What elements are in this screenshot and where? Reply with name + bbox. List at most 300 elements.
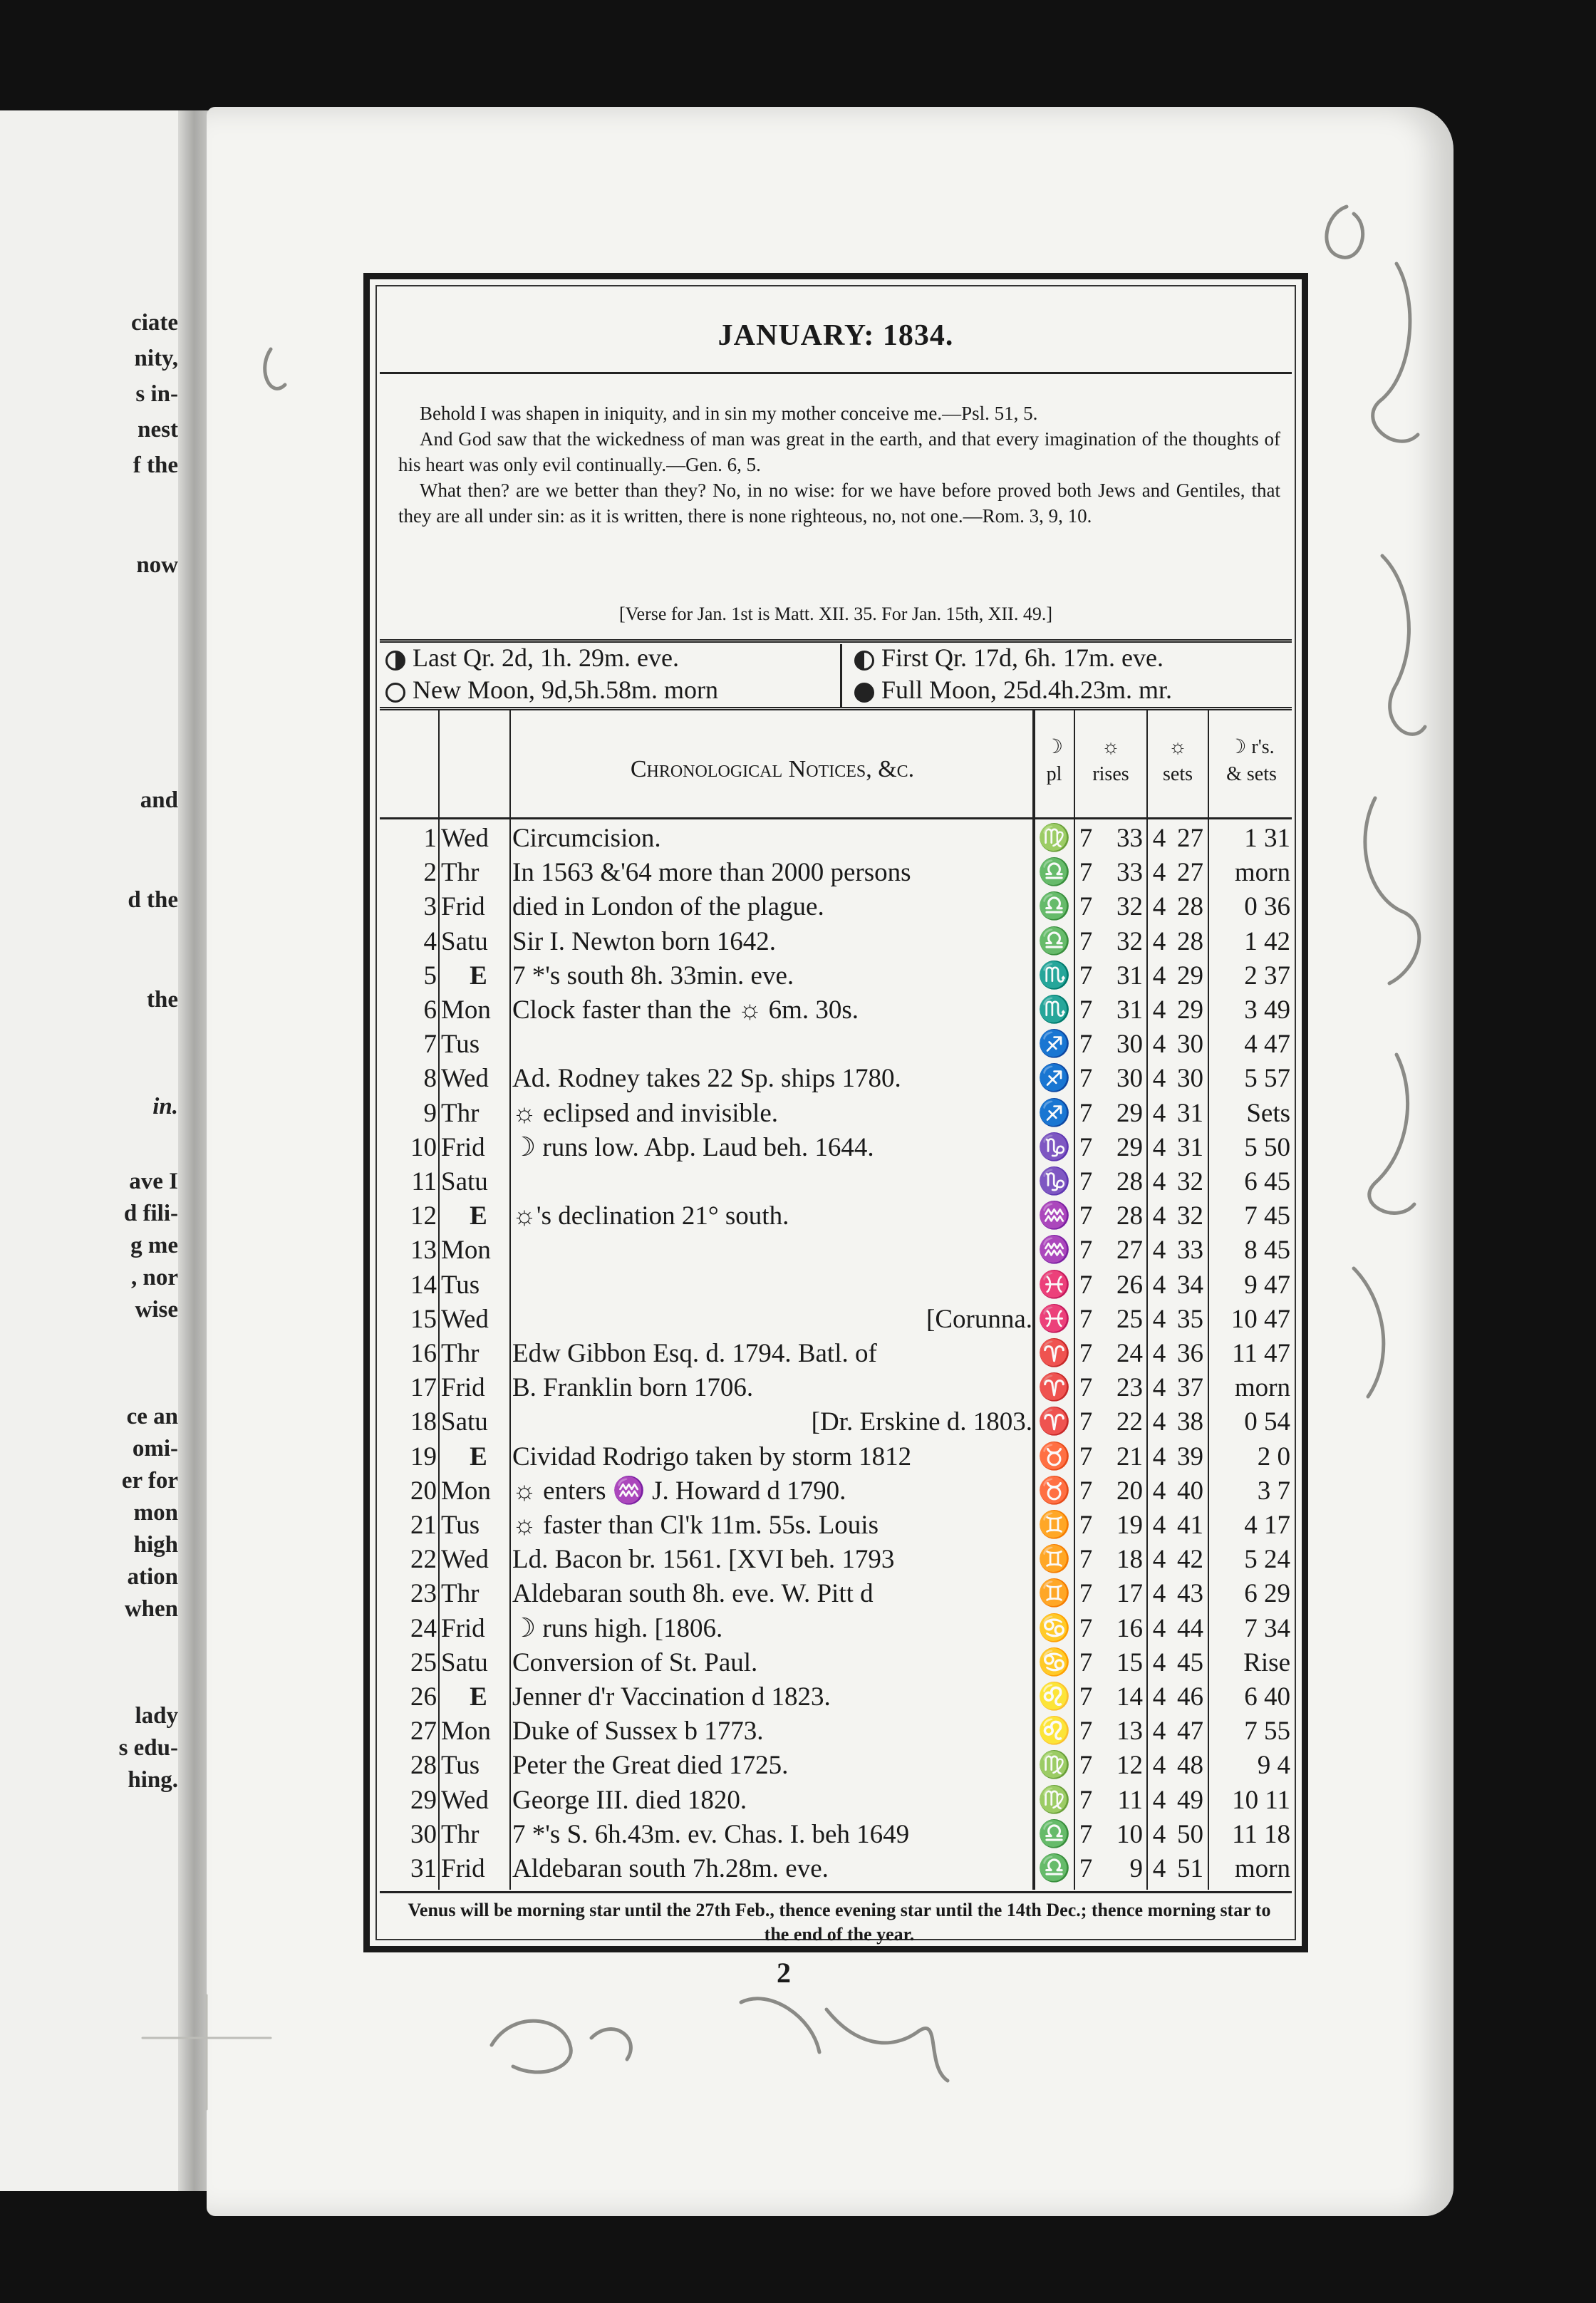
weekday: Mon [441,1236,491,1266]
sun-rise-hour: 7 [1079,1167,1093,1196]
sun-set-minute: 30 [1177,1030,1203,1060]
chronological-notice: Cividad Rodrigo taken by storm 1812 [512,1442,912,1471]
sun-rise-minute: 16 [1116,1613,1143,1643]
sun-set-hour: 4 [1152,961,1166,990]
sun-rise-minute: 28 [1116,1167,1143,1196]
sun-rise-hour: 7 [1079,1717,1093,1746]
left-page-text-fragment: nest [138,417,178,443]
chronological-notice: In 1563 &'64 more than 2000 persons [512,858,911,888]
sun-set-hour: 4 [1152,892,1166,922]
left-page-text-fragment: er for [121,1468,178,1494]
day-number: 15 [410,1304,437,1334]
left-page-text-fragment: ce an [126,1404,178,1429]
header-sun-sets: ☼ sets [1149,721,1207,817]
sun-rise-minute: 30 [1116,1064,1143,1094]
sun-set-minute: 27 [1177,824,1203,853]
moon-rise-set: Sets [1246,1098,1290,1128]
sun-rise-hour: 7 [1079,1373,1093,1403]
sun-rise-minute: 31 [1116,961,1143,990]
moon-rise-set: 7 45 [1244,1201,1290,1231]
table-row [370,1613,1296,1645]
moon-sign: ♊ [1037,1579,1071,1609]
moon-sign: ♓ [1037,1270,1071,1300]
weekday: Frid [441,1132,485,1162]
moon-sign: ♐ [1037,1030,1071,1060]
sun-rise-minute: 32 [1116,892,1143,922]
sun-set-minute: 42 [1177,1545,1203,1575]
sun-rise-minute: 30 [1116,1030,1143,1060]
moon-sign: ♏ [1037,961,1071,990]
moon-sign: ♏ [1037,995,1071,1025]
sun-set-minute: 32 [1177,1201,1203,1231]
weekday: Wed [441,1785,489,1815]
moon-sign: ♐ [1037,1098,1071,1128]
left-page-text-fragment: s in- [135,381,178,407]
sun-rise-hour: 7 [1079,824,1093,853]
sun-rise-minute: 17 [1116,1579,1143,1609]
sun-rise-minute: 10 [1116,1819,1143,1849]
table-row [370,1028,1296,1061]
day-number: 22 [410,1545,437,1575]
left-page-text-fragment: in. [152,1094,178,1119]
moon-rise-set: 3 49 [1244,995,1290,1025]
table-row [370,1303,1296,1336]
moon-rise-set: 10 47 [1230,1304,1290,1334]
sun-set-minute: 43 [1177,1579,1203,1609]
sun-rise-hour: 7 [1079,1785,1093,1815]
moon-sign: ♊ [1037,1511,1071,1540]
left-page-text-fragment: and [140,787,178,813]
sun-set-minute: 28 [1177,926,1203,956]
day-number: 30 [410,1819,437,1849]
sun-rise-minute: 32 [1116,926,1143,956]
table-row [370,1543,1296,1576]
sun-set-minute: 48 [1177,1751,1203,1781]
day-number: 27 [410,1717,437,1746]
sun-rise-hour: 7 [1079,1476,1093,1506]
weekday: Frid [441,1373,485,1403]
moon-sign: ♐ [1037,1064,1071,1094]
table-row [370,1337,1296,1370]
day-number: 19 [410,1442,437,1471]
moon-sign: ♎ [1037,926,1071,956]
sun-set-minute: 49 [1177,1785,1203,1815]
table-row [370,1475,1296,1508]
first-quarter-moon-icon [854,651,874,671]
scripture-verse: What then? are we better than they? No, in no wise: for we have before proved both Jews and Gentiles, that they are all under sin: as it is written, there is none righteous, no, not one.—Rom. 3, 9, 10. [398,480,1280,527]
sun-rise-hour: 7 [1079,1201,1093,1231]
sun-rise-minute: 22 [1116,1407,1143,1437]
sun-set-hour: 4 [1152,1236,1166,1266]
sun-rise-hour: 7 [1079,1545,1093,1575]
header-moon-rises-sets: ☽ r's. & sets [1226,736,1277,785]
sun-rise-minute: 19 [1116,1511,1143,1540]
weekday: Tus [441,1511,480,1540]
chronological-notice: Jenner d'r Vaccination d 1823. [512,1682,831,1712]
moon-rise-set: 6 29 [1244,1579,1290,1609]
table-row [370,822,1296,855]
sun-set-hour: 4 [1152,1511,1166,1540]
table-row [370,1097,1296,1130]
table-row [370,994,1296,1027]
sun-rise-hour: 7 [1079,1682,1093,1712]
moon-rise-set: 10 11 [1232,1785,1290,1815]
sun-rise-hour: 7 [1079,1304,1093,1334]
scripture-verse: Behold I was shapen in iniquity, and in sin my mother conceive me.—Psl. 51, 5. [420,403,1038,424]
sun-rise-minute: 18 [1116,1545,1143,1575]
day-number: 24 [410,1613,437,1643]
chronological-notice: Clock faster than the ☼ 6m. 30s. [512,995,859,1025]
sun-set-minute: 47 [1177,1717,1203,1746]
left-page-text-fragment: when [124,1596,178,1622]
sun-rise-hour: 7 [1079,926,1093,956]
sun-set-minute: 45 [1177,1647,1203,1677]
full-moon-icon [854,683,874,703]
sun-rise-hour: 7 [1079,892,1093,922]
header-moon-place: ☽ pl [1035,721,1074,817]
day-number: 25 [410,1647,437,1677]
moon-phase-first-quarter: First Qr. 17d, 6h. 17m. eve. [854,643,1164,673]
moon-sign: ♍ [1037,1785,1071,1815]
moon-rise-set: 9 4 [1257,1751,1290,1781]
sun-set-minute: 28 [1177,892,1203,922]
sun-rise-hour: 7 [1079,1270,1093,1300]
day-number: 29 [410,1785,437,1815]
moon-sign: ♓ [1037,1304,1071,1334]
sun-set-hour: 4 [1152,1476,1166,1506]
moon-rise-set: 9 47 [1244,1270,1290,1300]
sun-set-hour: 4 [1152,1717,1166,1746]
moon-rise-set: 1 31 [1244,824,1290,853]
day-number: 28 [410,1751,437,1781]
moon-rise-set: 0 54 [1244,1407,1290,1437]
weekday: E [470,961,487,990]
moon-sign: ♑ [1037,1132,1071,1162]
moon-sign: ♎ [1037,1854,1071,1883]
sun-rise-hour: 7 [1079,1339,1093,1368]
day-number: 18 [410,1407,437,1437]
weekday: Satu [441,1647,488,1677]
sun-set-minute: 35 [1177,1304,1203,1334]
sun-rise-hour: 7 [1079,1236,1093,1266]
moon-sign: ♌ [1037,1682,1071,1712]
left-page-text-fragment: d fili- [123,1201,178,1226]
moon-sign: ♑ [1037,1167,1071,1196]
sun-set-minute: 36 [1177,1339,1203,1368]
sun-set-minute: 51 [1177,1854,1203,1883]
table-row [370,1406,1296,1439]
sun-set-minute: 40 [1177,1476,1203,1506]
sun-rise-minute: 29 [1116,1132,1143,1162]
moon-sign: ♉ [1037,1476,1071,1506]
sun-rise-hour: 7 [1079,1511,1093,1540]
moon-rise-set: 6 45 [1244,1167,1290,1196]
table-row [370,1715,1296,1748]
sun-set-hour: 4 [1152,1407,1166,1437]
chronological-notice: Conversion of St. Paul. [512,1647,758,1677]
weekday: Tus [441,1030,480,1060]
left-page-text-fragment: d the [128,887,178,913]
sun-set-minute: 29 [1177,961,1203,990]
day-number: 1 [423,824,437,853]
moon-rise-set: 4 47 [1244,1030,1290,1060]
left-page-text-fragment: f the [133,452,178,478]
weekday: Thr [441,1579,480,1609]
weekday: Tus [441,1751,480,1781]
table-row [370,1681,1296,1714]
sun-set-minute: 31 [1177,1132,1203,1162]
chronological-notice: Peter the Great died 1725. [512,1751,789,1781]
day-number: 7 [423,1030,437,1060]
sun-set-hour: 4 [1152,995,1166,1025]
moon-rise-set: morn [1234,1854,1290,1883]
left-page-text-fragment: lady [135,1703,178,1729]
moon-sign: ♎ [1037,892,1071,922]
sun-set-minute: 34 [1177,1270,1203,1300]
scripture-verse: And God saw that the wickedness of man was great in the earth, and that every imagination of the thoughts of his heart was only evil continually.—Gen. 6, 5. [398,428,1280,475]
weekday: Satu [441,1407,488,1437]
sun-set-hour: 4 [1152,1751,1166,1781]
day-number: 20 [410,1476,437,1506]
weekday: Mon [441,995,491,1025]
sun-set-hour: 4 [1152,1442,1166,1471]
weekday: Thr [441,858,480,888]
sun-set-hour: 4 [1152,858,1166,888]
left-page-text-fragment: ation [127,1564,178,1590]
sun-set-hour: 4 [1152,1098,1166,1128]
sun-rise-hour: 7 [1079,1407,1093,1437]
sun-set-minute: 30 [1177,1064,1203,1094]
day-number: 16 [410,1339,437,1368]
table-row [370,926,1296,958]
moon-rise-set: morn [1234,1373,1290,1403]
sun-set-hour: 4 [1152,1579,1166,1609]
chronological-notice: 7 *'s S. 6h.43m. ev. Chas. I. beh 1649 [512,1819,910,1849]
sun-set-hour: 4 [1152,1201,1166,1231]
moon-rise-set: 1 42 [1244,926,1290,956]
sun-set-minute: 39 [1177,1442,1203,1471]
sun-set-hour: 4 [1152,1545,1166,1575]
moon-rise-set: 11 18 [1232,1819,1290,1849]
moon-sign: ♈ [1037,1373,1071,1403]
moon-sign: ♍ [1037,824,1071,853]
day-number: 26 [410,1682,437,1712]
table-row [370,1132,1296,1164]
moon-sign: ♋ [1037,1613,1071,1643]
sun-set-hour: 4 [1152,1613,1166,1643]
table-row [370,1269,1296,1302]
chronological-notice: died in London of the plague. [512,892,824,922]
day-number: 12 [410,1201,437,1231]
day-number: 31 [410,1854,437,1883]
weekday: Wed [441,1545,489,1575]
venus-note: Venus will be morning star until the 27th Feb., thence evening star until the 14th Dec.; thence morning star to the end of the year. [408,1900,1271,1945]
sun-rise-minute: 33 [1116,858,1143,888]
day-number: 11 [411,1167,437,1196]
moon-phase-last-quarter: Last Qr. 2d, 1h. 29m. eve. [385,643,679,673]
weekday: Thr [441,1819,480,1849]
chronological-notice: [Dr. Erskine d. 1803. [811,1407,1032,1437]
moon-rise-set: 3 7 [1257,1476,1290,1506]
moon-rise-set: 2 37 [1244,961,1290,990]
sun-set-minute: 44 [1177,1613,1203,1643]
moon-sign: ♌ [1037,1717,1071,1746]
day-number: 6 [423,995,437,1025]
chronological-notice: Ad. Rodney takes 22 Sp. ships 1780. [512,1064,901,1094]
chronological-notice: George III. died 1820. [512,1785,747,1815]
sun-set-hour: 4 [1152,1819,1166,1849]
sun-rise-hour: 7 [1079,1064,1093,1094]
sun-set-hour: 4 [1152,1854,1166,1883]
left-page-text-fragment: the [147,987,178,1013]
day-number: 10 [410,1132,437,1162]
chronological-notice: Edw Gibbon Esq. d. 1794. Batl. of [512,1339,877,1368]
moon-sign: ♈ [1037,1339,1071,1368]
weekday: E [470,1442,487,1471]
table-row [370,1372,1296,1404]
chronological-notice: 7 *'s south 8h. 33min. eve. [512,961,794,990]
sun-rise-minute: 27 [1116,1236,1143,1266]
weekday: Tus [441,1270,480,1300]
moon-rise-set: 4 17 [1244,1511,1290,1540]
left-page-text-fragment: high [133,1532,178,1558]
moon-sign: ♒ [1037,1236,1071,1266]
chronological-notice: ☼'s declination 21° south. [512,1201,789,1231]
sun-rise-minute: 29 [1116,1098,1143,1128]
sun-icon: ☼ [1168,736,1187,758]
moon-rise-set: 11 47 [1232,1339,1290,1368]
left-page-text-fragment: mon [133,1500,178,1526]
weekday: Mon [441,1717,491,1746]
header-sun-rises: ☼ rises [1075,721,1146,817]
chronological-notice: ☼ faster than Cl'k 11m. 55s. Louis [512,1511,879,1540]
table-row [370,1509,1296,1542]
table-row [370,1234,1296,1267]
sun-set-hour: 4 [1152,1064,1166,1094]
weekday: Wed [441,824,489,853]
sun-set-minute: 27 [1177,858,1203,888]
sun-rise-minute: 12 [1116,1751,1143,1781]
left-page-text-fragment: , nor [131,1265,178,1290]
sun-rise-hour: 7 [1079,1442,1093,1471]
sun-rise-hour: 7 [1079,1854,1093,1883]
sun-rise-minute: 23 [1116,1373,1143,1403]
sun-rise-minute: 20 [1116,1476,1143,1506]
sun-set-minute: 31 [1177,1098,1203,1128]
moon-sign: ♉ [1037,1442,1071,1471]
new-moon-icon [385,683,405,703]
sun-rise-hour: 7 [1079,1098,1093,1128]
day-number: 21 [410,1511,437,1540]
sun-set-minute: 46 [1177,1682,1203,1712]
moon-sign: ♎ [1037,858,1071,888]
table-row [370,1062,1296,1095]
header-notices: Chronological Notices, &c. [630,756,915,782]
moon-rise-set: 8 45 [1244,1236,1290,1266]
sun-rise-minute: 24 [1116,1339,1143,1368]
weekday: Frid [441,892,485,922]
table-row [370,1441,1296,1474]
sun-set-hour: 4 [1152,1785,1166,1815]
sun-set-minute: 33 [1177,1236,1203,1266]
weekday: Thr [441,1098,480,1128]
table-row [370,1647,1296,1680]
table-row [370,1818,1296,1851]
left-page-text-fragment: g me [130,1233,178,1258]
sun-set-hour: 4 [1152,1304,1166,1334]
chronological-notice: ☽ runs low. Abp. Laud beh. 1644. [512,1132,874,1162]
weekday: Satu [441,926,488,956]
weekday: Frid [441,1854,485,1883]
moon-icon: ☽ [1045,736,1064,758]
moon-sign: ♋ [1037,1647,1071,1677]
weekday: E [470,1201,487,1231]
sun-rise-hour: 7 [1079,858,1093,888]
weekday: Wed [441,1064,489,1094]
moon-sign: ♎ [1037,1819,1071,1849]
sun-rise-minute: 26 [1116,1270,1143,1300]
table-row [370,891,1296,923]
sun-rise-hour: 7 [1079,1751,1093,1781]
moon-rise-set: 6 40 [1244,1682,1290,1712]
moon-rise-set: 5 50 [1244,1132,1290,1162]
sun-set-hour: 4 [1152,926,1166,956]
day-number: 2 [423,858,437,888]
table-row [370,1578,1296,1610]
moon-rise-set: 5 24 [1244,1545,1290,1575]
moon-sign: ♒ [1037,1201,1071,1231]
sun-set-minute: 38 [1177,1407,1203,1437]
sun-icon: ☼ [1102,736,1120,758]
sun-set-hour: 4 [1152,1132,1166,1162]
scripture-block [398,400,1280,529]
table-row [370,1853,1296,1885]
weekday: E [470,1682,487,1712]
sun-set-hour: 4 [1152,1270,1166,1300]
sun-set-hour: 4 [1152,1647,1166,1677]
sun-set-hour: 4 [1152,1682,1166,1712]
day-number: 9 [423,1098,437,1128]
sun-set-hour: 4 [1152,824,1166,853]
sun-rise-hour: 7 [1079,1132,1093,1162]
sun-set-minute: 50 [1177,1819,1203,1849]
weekday: Satu [441,1167,488,1196]
sun-rise-minute: 33 [1116,824,1143,853]
sun-rise-hour: 7 [1079,1030,1093,1060]
table-row [370,960,1296,993]
sun-set-minute: 32 [1177,1167,1203,1196]
day-number: 13 [410,1236,437,1266]
page-number: 2 [777,1957,791,1989]
sun-rise-minute: 9 [1129,1854,1143,1883]
chronological-notice: Circumcision. [512,824,661,853]
sun-rise-minute: 28 [1116,1201,1143,1231]
left-page-text-fragment: nity, [134,346,178,371]
moon-rise-set: 2 0 [1257,1442,1290,1471]
moon-rise-set: 5 57 [1244,1064,1290,1094]
day-number: 4 [423,926,437,956]
month-title: JANUARY: 1834. [717,319,954,352]
chronological-notice: ☼ eclipsed and invisible. [512,1098,778,1128]
chronological-notice: ☼ enters ♒ J. Howard d 1790. [512,1476,846,1506]
chronological-notice: Duke of Sussex b 1773. [512,1717,764,1746]
sun-set-hour: 4 [1152,1373,1166,1403]
last-quarter-moon-icon [385,651,405,671]
moon-sign: ♈ [1037,1407,1071,1437]
sun-rise-minute: 13 [1116,1717,1143,1746]
sun-set-minute: 41 [1177,1511,1203,1540]
sun-rise-minute: 11 [1117,1785,1143,1815]
